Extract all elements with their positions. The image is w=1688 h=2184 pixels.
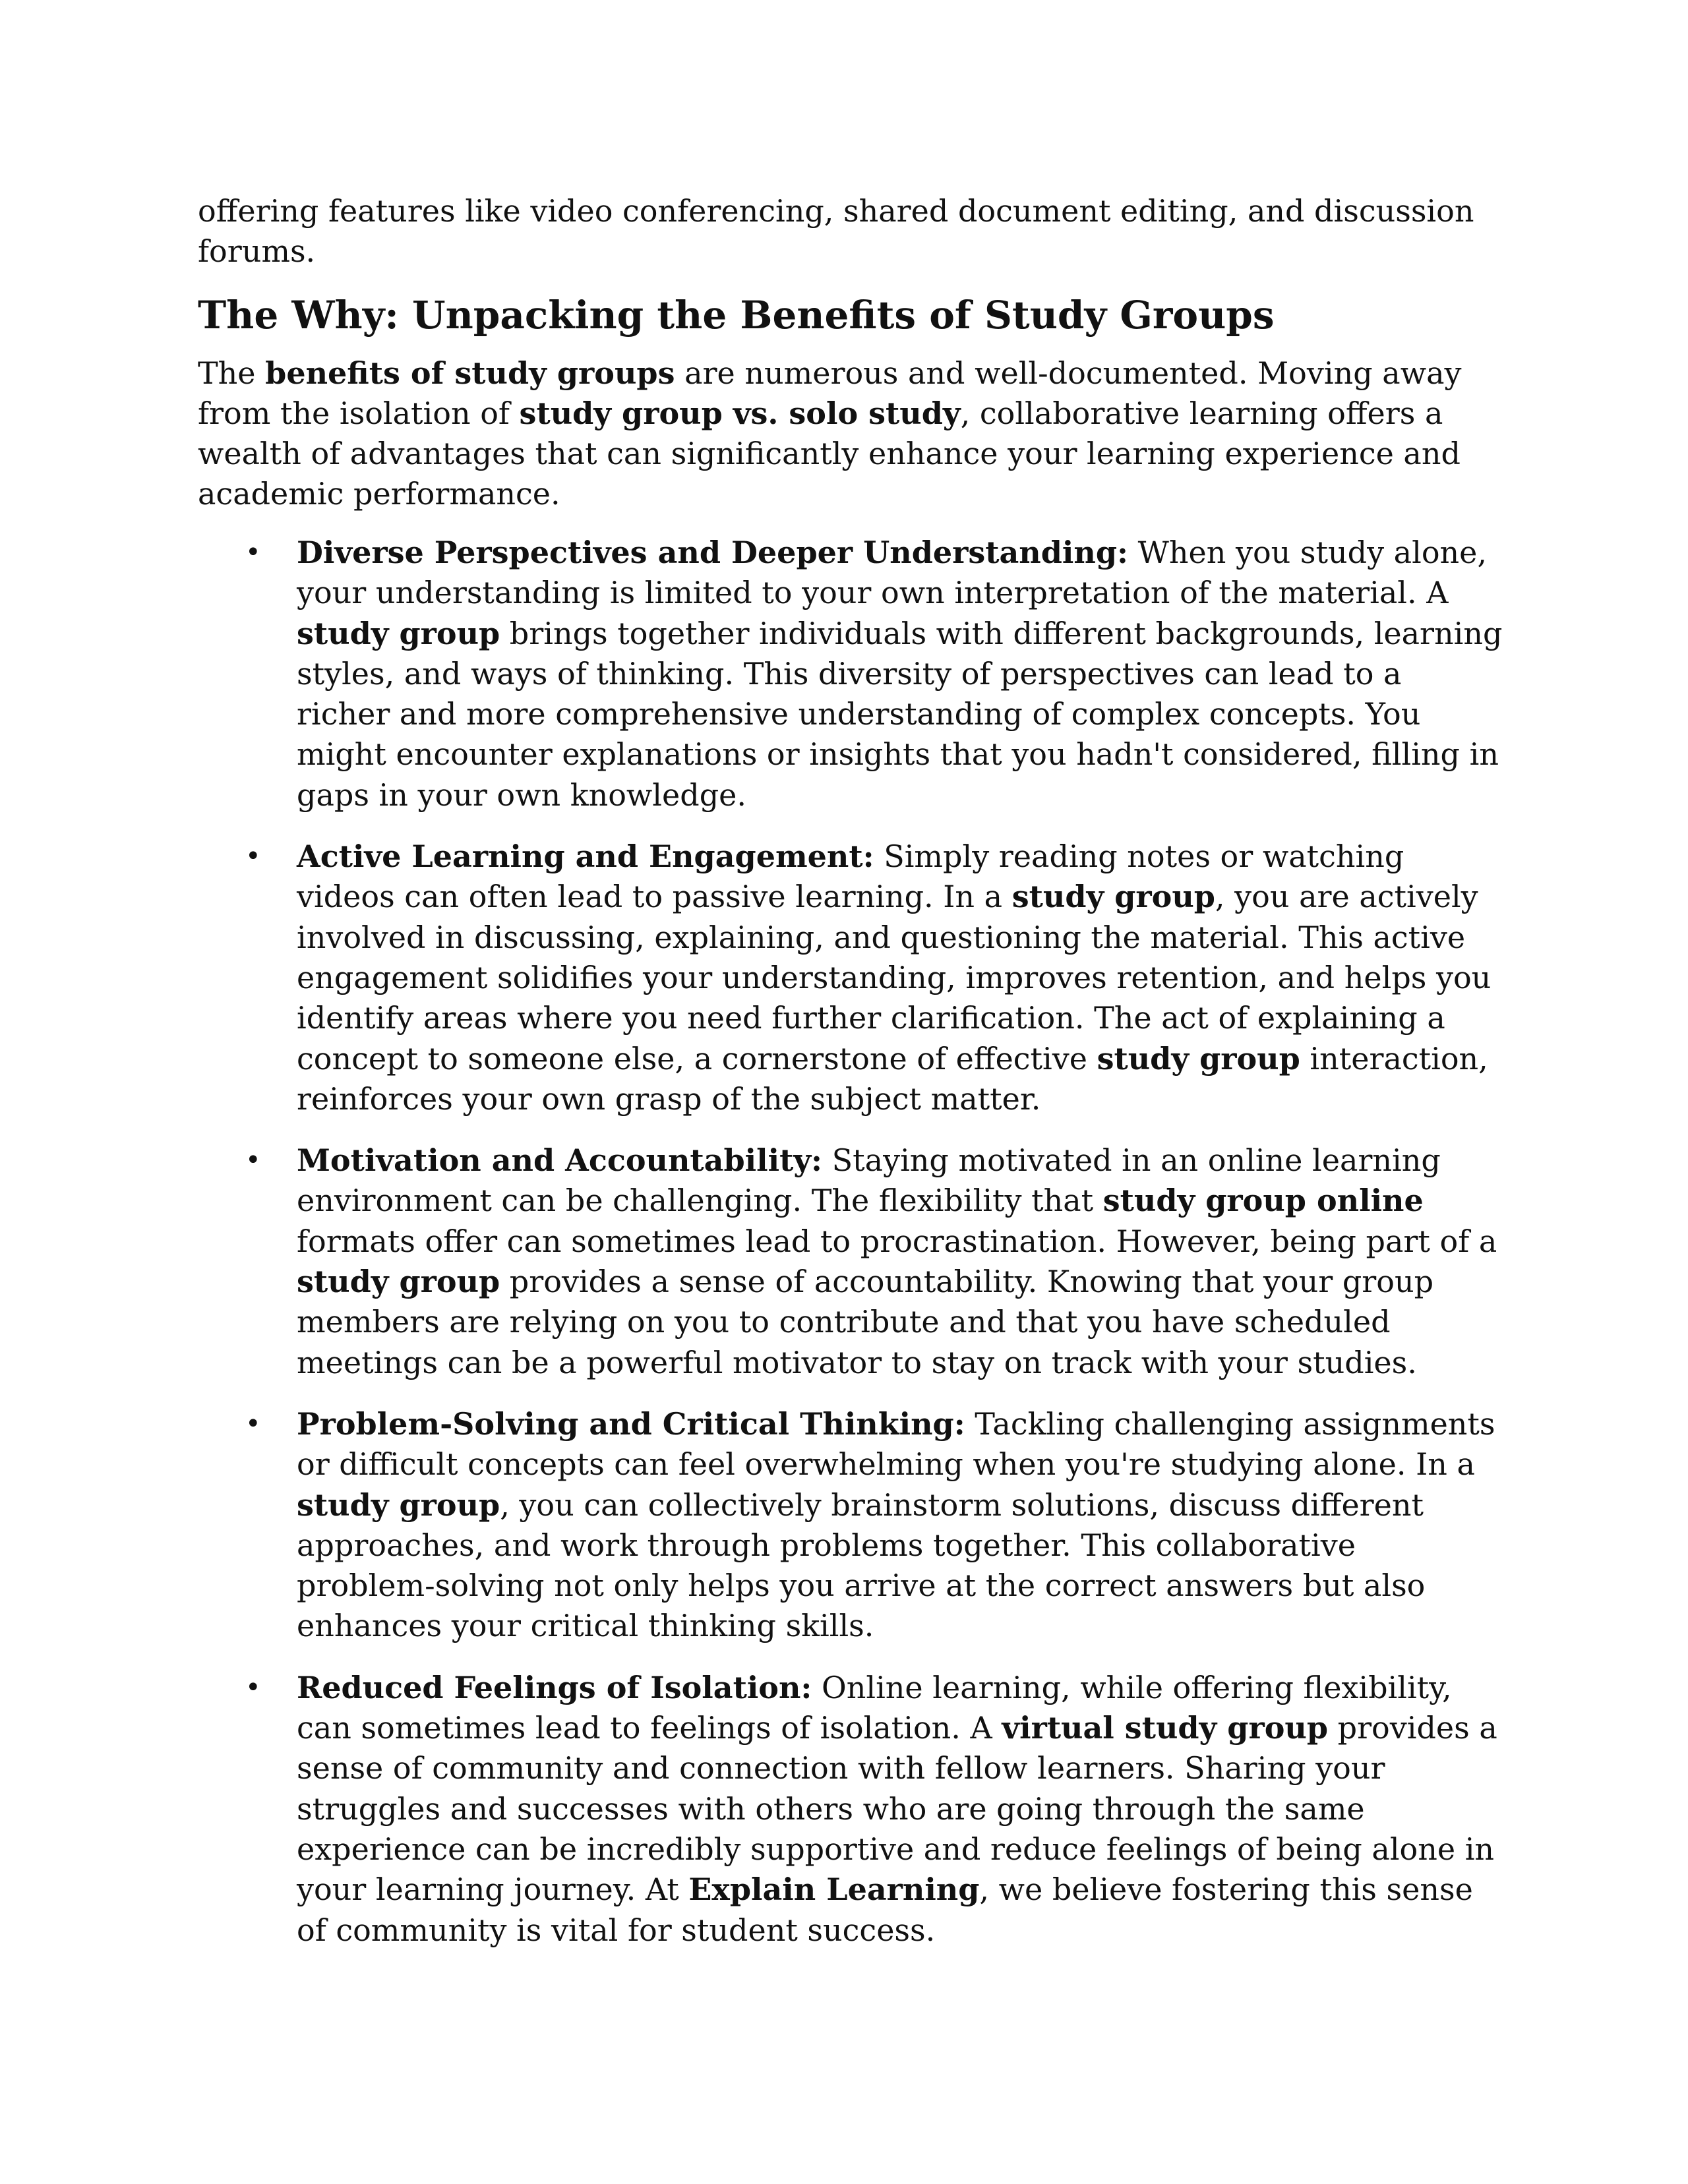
section-heading: The Why: Unpacking the Benefits of Study Groups bbox=[198, 293, 1275, 338]
bullet-icon: • bbox=[245, 1408, 261, 1439]
bullet-icon: • bbox=[245, 841, 261, 872]
bullet-icon: • bbox=[245, 537, 261, 568]
item-text: Tackling challenging assignments or difficult concepts can feel overwhelming when you're studying alone. In a bbox=[297, 1405, 1495, 1483]
item-bold-term: study group bbox=[297, 1264, 500, 1300]
item-text: , you can collectively brainstorm solutions, discuss different approaches, and work through problems together. This collaborative problem-solving not only helps you arrive at the correct answers but also enhances your critical thinking skills. bbox=[297, 1487, 1426, 1644]
item-title: Motivation and Accountability: bbox=[297, 1142, 823, 1179]
item-title: Diverse Perspectives and Deeper Understanding: bbox=[297, 535, 1128, 570]
intro-text-2: are numerous and well-documented. Moving away from the isolation of bbox=[198, 355, 1462, 431]
item-bold-term: study group bbox=[1097, 1040, 1300, 1077]
item-text: brings together individuals with different backgrounds, learning styles, and ways of thinking. This diversity of perspectives can lead to a richer and more comprehensive understanding of complex concepts. You might encounter explanations or insights that you hadn't considered, filling in gaps in your own knowledge. bbox=[297, 615, 1503, 813]
document-page bbox=[198, 191, 1503, 1972]
intro-text-1: The bbox=[198, 355, 266, 391]
list-item-problem-solving bbox=[198, 1404, 1503, 1647]
item-text: Online learning, while offering flexibility, can sometimes lead to feelings of isolation. A bbox=[297, 1669, 1452, 1746]
item-title: Problem-Solving and Critical Thinking: bbox=[297, 1405, 965, 1442]
item-text: interaction, reinforces your own grasp of the subject matter. bbox=[297, 1040, 1488, 1117]
item-text: When you study alone, your understanding is limited to your own interpretation of the material. A bbox=[297, 535, 1487, 611]
item-bold-term: study group bbox=[1011, 879, 1215, 915]
item-bold-term: study group bbox=[297, 615, 500, 651]
item-text: Simply reading notes or watching videos can often lead to passive learning. In a bbox=[297, 839, 1404, 915]
intro-bold-benefits: benefits of study groups bbox=[265, 355, 675, 391]
item-text: provides a sense of community and connection with fellow learners. Sharing your struggles and successes with others who are going through the same experience can be incredibly supportive and reduce feelings of being alone in your learning journey. At bbox=[297, 1710, 1497, 1908]
intro-text-3: , collaborative learning offers a wealth of advantages that can significantly enhance your learning experience and academic performance. bbox=[198, 396, 1461, 512]
intro-continuation-paragraph: offering features like video conferencing, shared document editing, and discussion forums. bbox=[198, 193, 1474, 269]
list-item-diverse-perspectives bbox=[198, 533, 1503, 815]
list-item-active-learning bbox=[198, 837, 1503, 1119]
item-text: Staying motivated in an online learning environment can be challenging. The flexibility that bbox=[297, 1142, 1441, 1219]
section-intro-paragraph bbox=[198, 353, 1503, 514]
bullet-icon: • bbox=[245, 1672, 261, 1703]
item-text: formats offer can sometimes lead to procrastination. However, being part of a bbox=[297, 1223, 1497, 1259]
item-text: , we believe fostering this sense of community is vital for student success. bbox=[297, 1872, 1473, 1948]
benefits-list bbox=[198, 533, 1503, 1951]
item-bold-term: virtual study group bbox=[1002, 1710, 1328, 1746]
item-bold-term: Explain Learning bbox=[688, 1872, 980, 1908]
list-item-reduced-isolation bbox=[198, 1668, 1503, 1951]
intro-bold-vs-solo: study group vs. solo study bbox=[519, 396, 961, 431]
item-bold-term: study group bbox=[297, 1487, 500, 1523]
item-bold-term: study group online bbox=[1102, 1183, 1424, 1219]
list-item-motivation bbox=[198, 1140, 1503, 1383]
item-text: , you are actively involved in discussing, explaining, and questioning the material. This active engagement solidifies your understanding, improves retention, and helps you identify areas where you need further clarification. The act of explaining a concept to someone else, a cornerstone of effective bbox=[297, 879, 1492, 1077]
item-text: provides a sense of accountability. Knowing that your group members are relying on you to contribute and that you have scheduled meetings can be a powerful motivator to stay on track with your studies. bbox=[297, 1264, 1434, 1380]
item-title: Reduced Feelings of Isolation: bbox=[297, 1669, 812, 1705]
bullet-icon: • bbox=[245, 1145, 261, 1176]
item-title: Active Learning and Engagement: bbox=[297, 839, 874, 875]
